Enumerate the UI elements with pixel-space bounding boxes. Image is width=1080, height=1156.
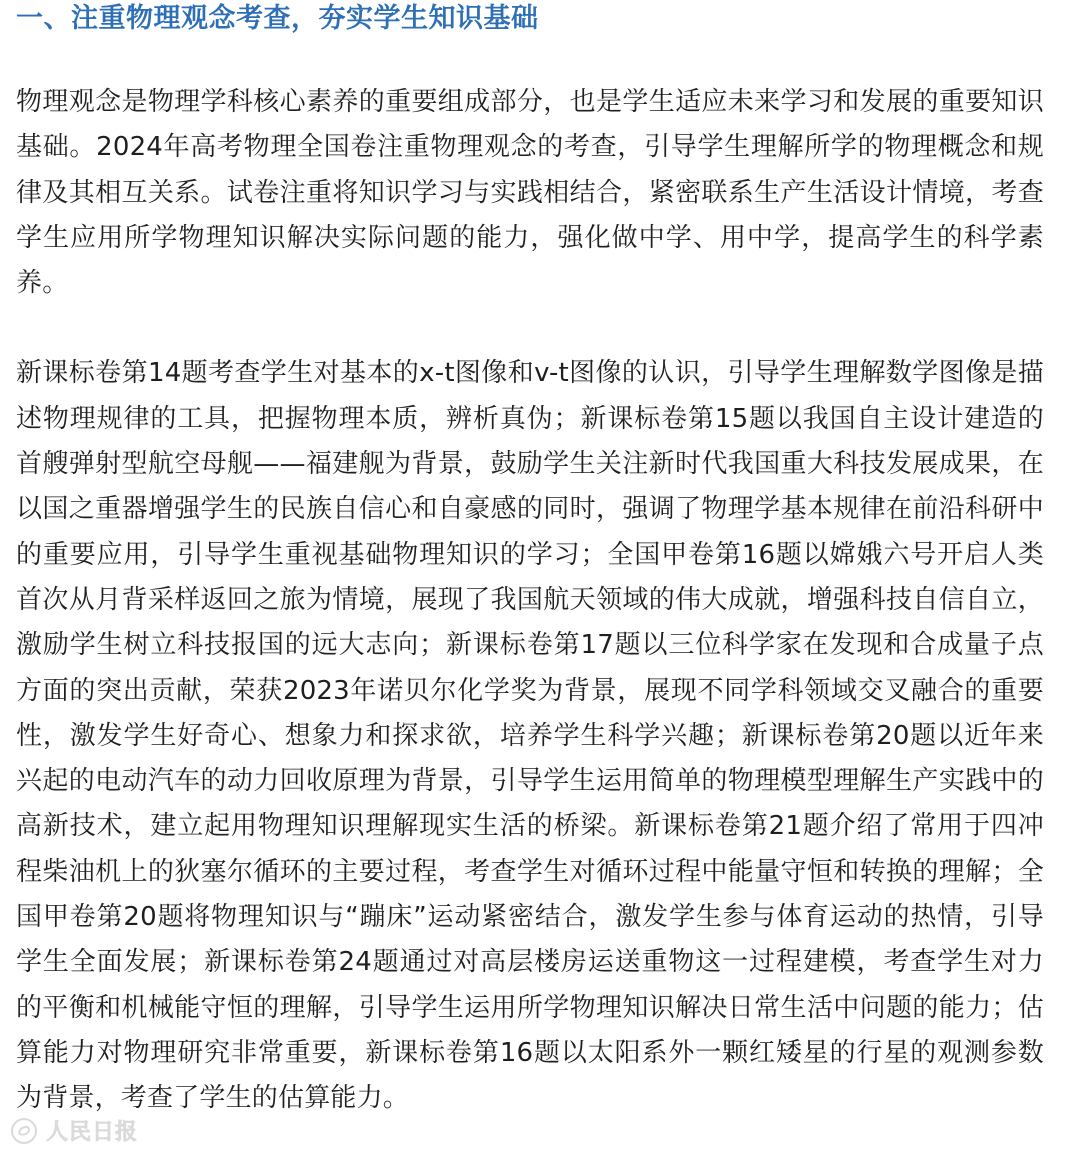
paragraph-exam-examples: 新课标卷第14题考查学生对基本的x-t图像和v-t图像的认识，引导学生理解数学图像是描述物理规律的工具，把握物理本质，辨析真伪；新课标卷第15题以我国自主设计建造的首艘弹射型航空母舰——福建舰为背景，鼓励学生关注新时代我国重大科技发展成果，在以国之重器增强学生的民族自信心和自豪感的同时，强调了物理学基本规律在前沿科研中的重要应用，引导学生重视基础物理知识的学习；全国甲卷第16题以嫦娥六号开启人类首次从月背采样返回之旅为情境，展现了我国航天领域的伟大成就，增强科技自信自立，激励学生树立科技报国的远大志向；新课标卷第17题以三位科学家在发现和合成量子点方面的突出贡献，荣获2023年诺贝尔化学奖为背景，展现不同学科领域交叉融合的重要性，激发学生好奇心、想象力和探求欲，培养学生科学兴趣；新课标卷第20题以近年来兴起的电动汽车的动力回收原理为背景，引导学生运用简单的物理模型理解生产实践中的高新技术，建立起用物理知识理解现实生活的桥梁。新课标卷第21题介绍了常用于四冲程柴油机上的狄塞尔循环的主要过程，考查学生对循环过程中能量守恒和转换的理解；全国甲卷第20题将物理知识与“蹦床”运动紧密结合，激发学生参与体育运动的热情，引导学生全面发展；新课标卷第24题通过对高层楼房运送重物这一过程建模，考查学生对力的平衡和机械能守恒的理解，引导学生运用所学物理知识解决日常生活中问题的能力；估算能力对物理研究非常重要，新课标卷第16题以太阳系外一颗红矮星的行星的观测参数为背景，考查了学生的估算能力。 xyxy=(16,358,1044,1114)
article-body xyxy=(16,0,1044,1122)
watermark-text: 人民日报 xyxy=(46,1120,139,1145)
section-heading: 一、注重物理观念考查，夯实学生知识基础 xyxy=(16,3,539,34)
paragraph-physics-concepts: 物理观念是物理学科核心素养的重要组成部分，也是学生适应未来学习和发展的重要知识基础。2024年高考物理全国卷注重物理观念的考查，引导学生理解所学的物理概念和规律及其相互关系。试卷注重将知识学习与实践相结合，紧密联系生产生活设计情境，考查学生应用所学物理知识解决实际问题的能力，强化做中学、用中学，提高学生的科学素养。 xyxy=(16,87,1044,299)
